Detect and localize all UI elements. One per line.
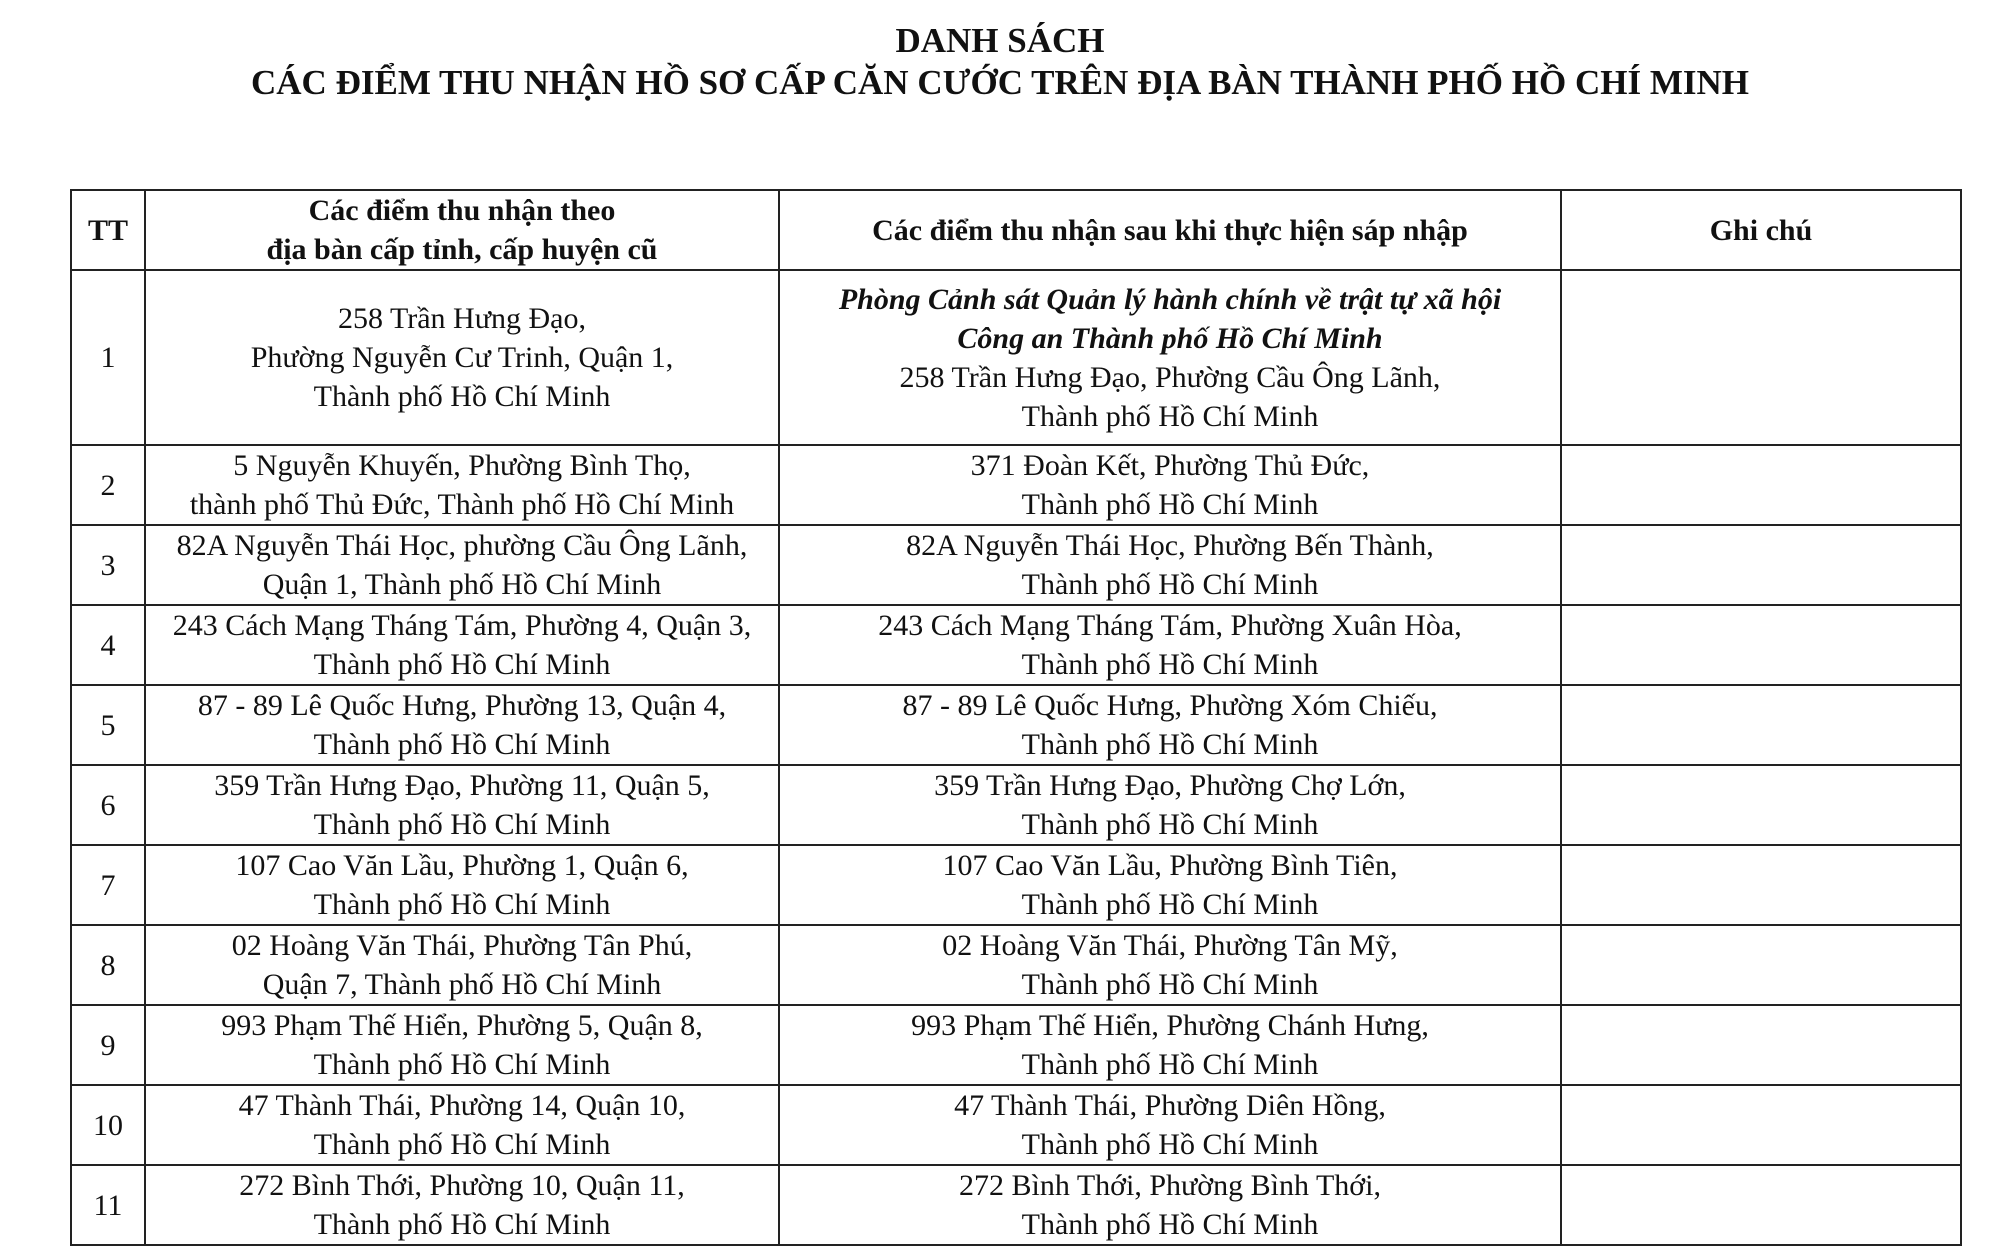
row-number: 3 [71, 525, 145, 605]
note-cell [1561, 445, 1961, 525]
new-address-cell [779, 925, 1561, 1005]
row-number: 6 [71, 765, 145, 845]
old-address-line: 243 Cách Mạng Tháng Tám, Phường 4, Quận 3, [172, 609, 752, 642]
old-address-cell [145, 925, 779, 1005]
header-tt: TT [71, 190, 145, 270]
old-address-line: Thành phố Hồ Chí Minh [313, 808, 611, 841]
old-address-cell [145, 765, 779, 845]
old-address-cell [145, 685, 779, 765]
header-old-line-1: Các điểm thu nhận theo [308, 194, 616, 227]
old-address-line: Thành phố Hồ Chí Minh [313, 648, 611, 681]
old-address-line: Quận 7, Thành phố Hồ Chí Minh [262, 968, 662, 1001]
new-address-line: 02 Hoàng Văn Thái, Phường Tân Mỹ, [942, 929, 1398, 962]
new-address-cell [779, 1005, 1561, 1085]
old-address-line: 47 Thành Thái, Phường 14, Quận 10, [238, 1089, 686, 1122]
new-address-cell [779, 605, 1561, 685]
header-old-points [145, 190, 779, 270]
row-number: 4 [71, 605, 145, 685]
new-address-line: Thành phố Hồ Chí Minh [1021, 488, 1319, 521]
note-cell [1561, 1085, 1961, 1165]
old-address-line: Phường Nguyễn Cư Trinh, Quận 1, [250, 341, 674, 374]
header-old-line-2: địa bàn cấp tỉnh, cấp huyện cũ [266, 233, 658, 266]
old-address-line: Thành phố Hồ Chí Minh [313, 380, 611, 413]
old-address-line: 359 Trần Hưng Đạo, Phường 11, Quận 5, [214, 769, 710, 802]
new-address-cell [779, 685, 1561, 765]
old-address-line: 107 Cao Văn Lầu, Phường 1, Quận 6, [235, 849, 689, 882]
new-address-line: Thành phố Hồ Chí Minh [1021, 568, 1319, 601]
old-address-line: Thành phố Hồ Chí Minh [313, 1128, 611, 1161]
old-address-line: 5 Nguyễn Khuyến, Phường Bình Thọ, [233, 449, 691, 482]
new-address-line: 371 Đoàn Kết, Phường Thủ Đức, [970, 449, 1370, 482]
new-address-line: 258 Trần Hưng Đạo, Phường Cầu Ông Lãnh, [899, 360, 1441, 394]
new-address-line: 47 Thành Thái, Phường Diên Hồng, [954, 1089, 1386, 1122]
old-address-line: 993 Phạm Thế Hiển, Phường 5, Quận 8, [221, 1009, 703, 1042]
table-row [71, 1085, 1961, 1165]
document-title [0, 20, 2000, 104]
note-cell [1561, 525, 1961, 605]
table-row [71, 845, 1961, 925]
table-row [71, 525, 1961, 605]
old-address-cell [145, 445, 779, 525]
table-row [71, 605, 1961, 685]
old-address-line: 82A Nguyễn Thái Học, phường Cầu Ông Lãnh, [176, 529, 748, 562]
office-name-line: Phòng Cảnh sát Quản lý hành chính về trật tự xã hội [838, 282, 1502, 316]
note-cell [1561, 270, 1961, 445]
new-address-line: 993 Phạm Thế Hiển, Phường Chánh Hưng, [911, 1009, 1429, 1042]
row-number: 7 [71, 845, 145, 925]
reception-points-table [70, 189, 1962, 1246]
title-line-1: DANH SÁCH [895, 21, 1105, 60]
new-address-line: Thành phố Hồ Chí Minh [1021, 728, 1319, 761]
new-address-cell [779, 525, 1561, 605]
note-cell [1561, 1165, 1961, 1245]
old-address-cell [145, 525, 779, 605]
old-address-line: Thành phố Hồ Chí Minh [313, 728, 611, 761]
old-address-line: 272 Bình Thới, Phường 10, Quận 11, [239, 1169, 685, 1202]
new-address-line: 243 Cách Mạng Tháng Tám, Phường Xuân Hòa, [878, 609, 1462, 642]
row-number: 1 [71, 270, 145, 445]
new-address-line: Thành phố Hồ Chí Minh [1021, 968, 1319, 1001]
old-address-line: Thành phố Hồ Chí Minh [313, 1208, 611, 1241]
table-body [71, 270, 1961, 1245]
table-row [71, 445, 1961, 525]
row-number: 10 [71, 1085, 145, 1165]
new-address-line: 359 Trần Hưng Đạo, Phường Chợ Lớn, [934, 769, 1406, 802]
new-address-line: 82A Nguyễn Thái Học, Phường Bến Thành, [906, 529, 1434, 562]
old-address-line: Thành phố Hồ Chí Minh [313, 1048, 611, 1081]
table-row [71, 1165, 1961, 1245]
new-address-line: 107 Cao Văn Lầu, Phường Bình Tiên, [942, 849, 1398, 882]
new-address-cell [779, 445, 1561, 525]
new-address-line: 272 Bình Thới, Phường Bình Thới, [959, 1169, 1381, 1202]
old-address-cell [145, 1165, 779, 1245]
title-line-2: CÁC ĐIỂM THU NHẬN HỒ SƠ CẤP CĂN CƯỚC TRÊN ĐỊA BÀN THÀNH PHỐ HỒ CHÍ MINH [251, 63, 1749, 102]
old-address-line: Thành phố Hồ Chí Minh [313, 888, 611, 921]
row-number: 8 [71, 925, 145, 1005]
old-address-line: 258 Trần Hưng Đạo, [338, 302, 586, 335]
new-address-cell [779, 845, 1561, 925]
old-address-line: thành phố Thủ Đức, Thành phố Hồ Chí Minh [189, 488, 735, 521]
old-address-cell [145, 1005, 779, 1085]
new-address-line: Thành phố Hồ Chí Minh [1021, 808, 1319, 841]
new-address-cell [779, 1085, 1561, 1165]
new-address-cell [779, 1165, 1561, 1245]
table-row [71, 925, 1961, 1005]
new-address-cell [779, 270, 1561, 445]
office-name-line: Công an Thành phố Hồ Chí Minh [957, 321, 1383, 355]
old-address-line: 87 - 89 Lê Quốc Hưng, Phường 13, Quận 4, [197, 689, 727, 722]
new-address-line: Thành phố Hồ Chí Minh [1021, 648, 1319, 681]
old-address-line: Quận 1, Thành phố Hồ Chí Minh [262, 568, 662, 601]
old-address-cell [145, 605, 779, 685]
old-address-line: 02 Hoàng Văn Thái, Phường Tân Phú, [231, 929, 693, 962]
note-cell [1561, 685, 1961, 765]
new-address-line: 87 - 89 Lê Quốc Hưng, Phường Xóm Chiếu, [902, 689, 1438, 722]
new-address-line: Thành phố Hồ Chí Minh [1021, 1048, 1319, 1081]
row-number: 5 [71, 685, 145, 765]
row-number: 11 [71, 1165, 145, 1245]
table-row [71, 1005, 1961, 1085]
new-address-line: Thành phố Hồ Chí Minh [1021, 1208, 1319, 1241]
header-new-points: Các điểm thu nhận sau khi thực hiện sáp nhập [779, 190, 1561, 270]
note-cell [1561, 605, 1961, 685]
table-row [71, 685, 1961, 765]
note-cell [1561, 1005, 1961, 1085]
header-note: Ghi chú [1561, 190, 1961, 270]
new-address-line: Thành phố Hồ Chí Minh [1021, 399, 1319, 433]
new-address-cell [779, 765, 1561, 845]
old-address-cell [145, 1085, 779, 1165]
row-number: 9 [71, 1005, 145, 1085]
note-cell [1561, 845, 1961, 925]
old-address-cell [145, 270, 779, 445]
table-row [71, 270, 1961, 445]
table-header-row [71, 190, 1961, 270]
note-cell [1561, 925, 1961, 1005]
new-address-line: Thành phố Hồ Chí Minh [1021, 1128, 1319, 1161]
old-address-cell [145, 845, 779, 925]
note-cell [1561, 765, 1961, 845]
new-address-line: Thành phố Hồ Chí Minh [1021, 888, 1319, 921]
row-number: 2 [71, 445, 145, 525]
table-row [71, 765, 1961, 845]
